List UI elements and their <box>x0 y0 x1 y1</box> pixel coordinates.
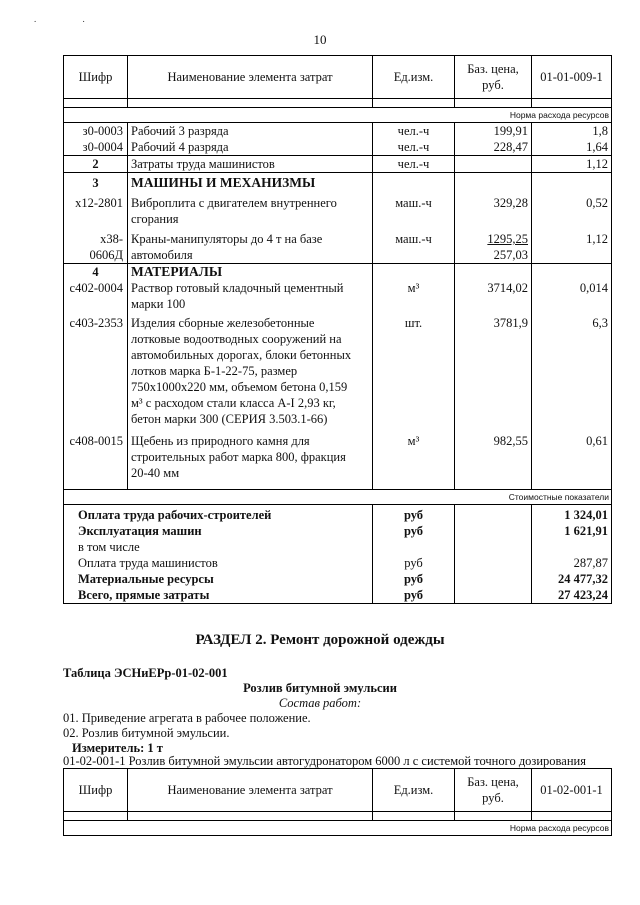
work-item: 02. Розлив битумной эмульсии. <box>63 726 230 740</box>
summary-row: Материальные ресурсы руб 24 477,32 <box>64 571 612 587</box>
header-price: Баз. цена, руб. <box>455 769 532 812</box>
section-heading: 3 МАШИНЫ И МЕХАНИЗМЫ <box>64 173 612 192</box>
resource-table-2 <box>63 768 612 836</box>
resource-table-1 <box>63 55 612 604</box>
page-number: 10 <box>313 32 327 47</box>
table-row: з0-0004 Рабочий 4 разряда чел.-ч 228,47 1,64 <box>64 139 612 156</box>
summary-row: в том числе <box>64 539 612 555</box>
summary-row: Оплата труда машинистов руб 287,87 <box>64 555 612 571</box>
header-code: Шифр <box>64 769 128 812</box>
norm-label: Норма расхода ресурсов <box>64 821 612 836</box>
header-name: Наименование элемента затрат <box>128 56 373 99</box>
norm-label: Норма расхода ресурсов <box>64 108 612 123</box>
table-row: з0-0003 Рабочий 3 разряда чел.-ч 199,91 1,8 <box>64 123 612 140</box>
section-heading: 4 МАТЕРИАЛЫ <box>64 264 612 281</box>
header-unit: Ед.изм. <box>373 769 455 812</box>
measure: Измеритель: 1 т <box>72 741 163 755</box>
summary-row: Оплата труда рабочих-строителей руб 1 324,01 <box>64 505 612 524</box>
header-price: Баз. цена, руб. <box>455 56 532 99</box>
summary-row: Всего, прямые затраты руб 27 423,24 <box>64 587 612 604</box>
section-title: РАЗДЕЛ 2. Ремонт дорожной одежды <box>195 632 445 648</box>
header-name: Наименование элемента затрат <box>128 769 373 812</box>
header-norm-code: 01-01-009-1 <box>532 56 612 99</box>
table-row: с403-2353 Изделия сборные железобетонные лотковые водоотводных сооружений на автомобильных дорогах, блоки бетонных лотков марка Б-1-22-75, размер 750х1000х220 мм, объемом бетона 0,159 м³ с расходом стали класса А-I 2,93 кг, бетон марки 300 (СЕРИЯ 3.503.1-66) шт. 3781,9 6,3 <box>64 312 612 427</box>
table-label: Таблица ЭСНиЕРр-01-02-001 <box>63 666 228 680</box>
summary-row: Эксплуатация машин руб 1 621,91 <box>64 523 612 539</box>
table-title: Розлив битумной эмульсии <box>243 681 397 695</box>
table-row: с402-0004 Раствор готовый кладочный цементный марки 100 м³ 3714,02 0,014 <box>64 280 612 312</box>
header-norm-code: 01-02-001-1 <box>532 769 612 812</box>
cost-label: Стоимостные показатели <box>64 490 612 505</box>
table-row: х12-2801 Виброплита с двигателем внутреннего сгорания маш.-ч 329,28 0,52 <box>64 191 612 227</box>
table-row: 2 Затраты труда машинистов чел.-ч 1,12 <box>64 156 612 173</box>
table-row: с408-0015 Щебень из природного камня для строительных работ марка 800, фракция 20-40 мм м³ 982,55 0,61 <box>64 427 612 481</box>
header-unit: Ед.изм. <box>373 56 455 99</box>
header-code: Шифр <box>64 56 128 99</box>
norm-description: 01-02-001-1 Розлив битумной эмульсии автогудронатором 6000 л с системой точного дозирования <box>63 754 586 768</box>
work-item: 01. Приведение агрегата в рабочее положение. <box>63 711 311 725</box>
works-label: Состав работ: <box>278 696 362 710</box>
scan-specks: . . <box>34 14 107 24</box>
table-row: х38-0606Д Краны-манипуляторы до 4 т на базе автомобиля маш.-ч 1295,25 257,03 1,12 <box>64 227 612 264</box>
